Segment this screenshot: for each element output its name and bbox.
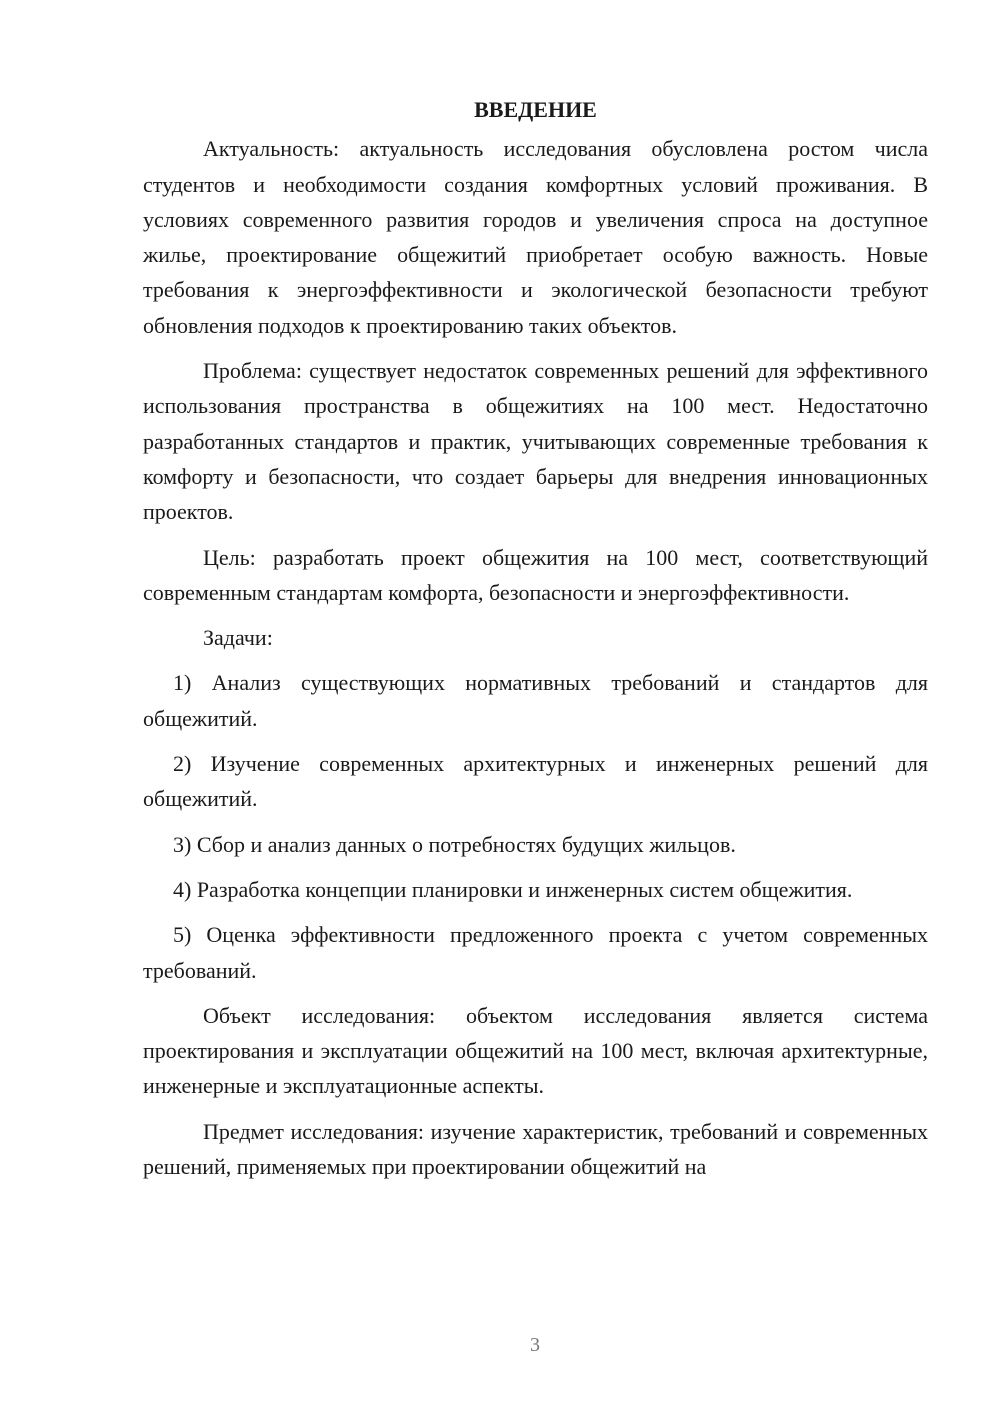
task-item: 5) Оценка эффективности предложенного проекта с учетом современных требований. [143, 922, 928, 983]
task-item: 3) Сбор и анализ данных о потребностях будущих жильцов. [173, 831, 736, 857]
task-item: 2) Изучение современных архитектурных и инженерных решений для общежитий. [143, 751, 928, 812]
paragraph-relevance: Актуальность: актуальность исследования обусловлена ростом числа студентов и необходимости создания комфортных условий проживания. В условиях современного развития городов и увеличения спроса на доступное жилье, проектирование общежитий приобретает особую важность. Новые требования к энергоэффективности и экологической безопасности требуют обновления подходов к проектированию таких объектов. [143, 136, 928, 338]
paragraph-problem: Проблема: существует недостаток современных решений для эффективного использования пространства в общежитиях на 100 мест. Недостаточно разработанных стандартов и практик, учитывающих современные требования к комфорту и безопасности, что создает барьеры для внедрения инновационных проектов. [143, 358, 928, 525]
task-item: 1) Анализ существующих нормативных требований и стандартов для общежитий. [143, 670, 928, 731]
page-number: 3 [530, 1334, 540, 1356]
tasks-heading: Задачи: [203, 625, 273, 651]
task-item: 4) Разработка концепции планировки и инженерных систем общежития. [173, 876, 853, 902]
paragraph-object: Объект исследования: объектом исследования является система проектирования и эксплуатации общежитий на 100 мест, включая архитектурные, инженерные и эксплуатационные аспекты. [143, 1002, 928, 1099]
document-page [143, 92, 928, 1194]
paragraph-subject: Предмет исследования: изучение характеристик, требований и современных решений, применяемых при проектировании общежитий на [143, 1118, 928, 1180]
paragraph-goal: Цель: разработать проект общежития на 100 мест, соответствующий современным стандартам комфорта, безопасности и энергоэффективности. [143, 544, 928, 605]
section-title: ВВЕДЕНИЕ [474, 97, 597, 122]
